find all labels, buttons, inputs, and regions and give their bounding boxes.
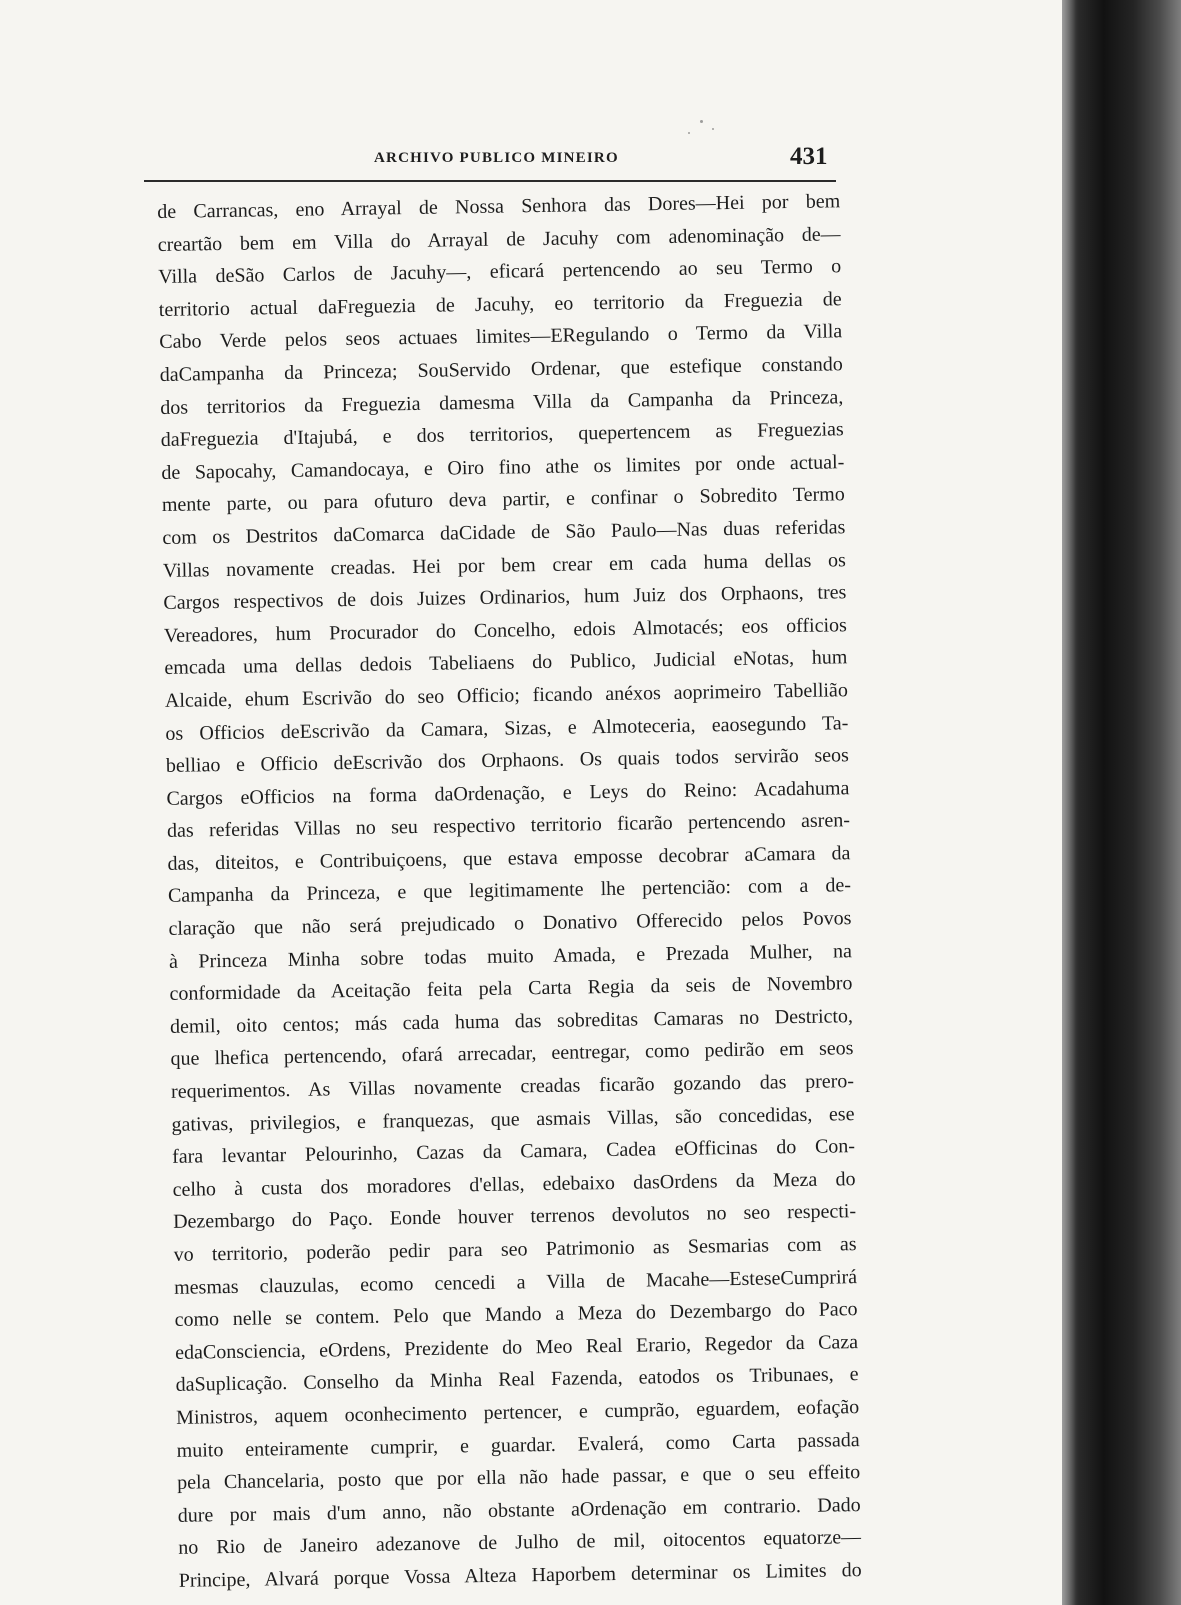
running-header — [144, 142, 836, 186]
running-title: ARCHIVO PUBLICO MINEIRO — [374, 150, 619, 166]
header-rule — [144, 180, 836, 182]
text-line: daSuplicação. Conselho da Minha Real Fazenda, eatodos os Tribunaes, e — [175, 1363, 859, 1397]
text-line: belliao e Officio deEscrivão dos Orphaons. Os quais todos servirão seos — [165, 744, 850, 778]
text-line: das, diteitos, e Contribuiçoens, que estava emposse decobrar aCamara da — [167, 842, 851, 875]
text-line: creartão bem em Villa do Arrayal de Jacuhy com adenominação de— — [157, 222, 841, 256]
text-line: que lhefica pertencendo, ofará arrecadar, eentregar, como pedirão em seos — [170, 1037, 854, 1071]
text-line: dure por mais d'um anno, não obstante aOrdenação em contrario. Dado — [177, 1493, 861, 1527]
scan-speck — [700, 120, 703, 123]
text-line: daFreguezia d'Itajubá, e dos territorios, quepertencem as Freguezias — [160, 418, 844, 452]
text-line: Villas novamente creadas. Hei por bem crear em cada huma dellas os — [162, 548, 846, 582]
text-line: Villa deSão Carlos de Jacuhy—, eficará pertencendo ao seu Termo o — [158, 255, 842, 289]
text-line: fara levantar Pelourinho, Cazas da Camara, Cadea eOfficinas do Con- — [171, 1135, 856, 1169]
text-line: das referidas Villas no seu respectivo territorio ficarão pertencendo asren- — [166, 809, 851, 843]
text-line: os Officios deEscrivão da Camara, Sizas, e Almoteceria, eaosegundo Ta- — [165, 711, 849, 745]
text-line: territorio actual daFreguezia de Jacuhy, eo territorio da Freguezia de — [158, 288, 842, 321]
text-line: de Carrancas, eno Arrayal de Nossa Senhora das Dores—Hei por bem — [157, 190, 841, 223]
text-line: Principe, Alvará porque Vossa Alteza Haporbem determinar os Limites do — [178, 1559, 862, 1592]
text-line: requerimentos. As Villas novamente creadas ficarão gozando das prero- — [170, 1070, 855, 1103]
text-line: mente parte, ou para ofuturo deva partir, e confinar o Sobredito Termo — [161, 483, 845, 517]
text-line: dos territorios da Freguezia damesma Villa da Campanha da Princeza, — [160, 385, 844, 419]
text-line: emcada uma dellas dedois Tabeliaens do Publico, Judicial eNotas, hum — [164, 646, 848, 680]
text-line: mesmas clauzulas, ecomo cencedi a Villa de Macahe—EsteseCumprirá — [173, 1265, 858, 1299]
text-line: edaConsciencia, eOrdens, Prezidente do Meo Real Erario, Regedor da Caza — [174, 1330, 859, 1364]
text-line: celho à custa dos moradores d'ellas, edebaixo dasOrdens da Meza do — [172, 1167, 856, 1201]
text-line: pela Chancelaria, posto que por ella não hade passar, e que o seu effeito — [177, 1461, 861, 1494]
text-line: à Princeza Minha sobre todas muito Amada, e Prezada Mulher, na — [168, 939, 853, 973]
page-number: 431 — [790, 143, 828, 170]
text-line: Ministros, aquem oconhecimento pertencer, e cumprão, eguardem, eofação — [176, 1396, 860, 1429]
scan-speck — [712, 128, 714, 130]
text-line: no Rio de Janeiro adezanove de Julho de mil, oitocentos equatorze— — [178, 1526, 862, 1560]
text-line: muito enteiramente cumprir, e guardar. Evalerá, como Carta passada — [176, 1428, 860, 1462]
text-line: Alcaide, ehum Escrivão do seo Officio; ficando anéxos aoprimeiro Tabellião — [164, 679, 849, 712]
text-line: Campanha da Princeza, e que legitimamente lhe pertencião: com a de- — [167, 874, 852, 908]
text-line: vo territorio, poderão pedir para seo Patrimonio as Sesmarias com as — [173, 1233, 857, 1266]
text-line: Cargos respectivos de dois Juizes Ordinarios, hum Juiz dos Orphaons, tres — [163, 581, 847, 615]
text-line: daCampanha da Princeza; SouServido Ordenar, que estefique constando — [159, 353, 843, 386]
scan-speck — [688, 132, 690, 134]
body-text — [157, 185, 862, 1597]
text-line: Cargos eOfficios na forma daOrdenação, e Leys do Reino: Acadahuma — [166, 776, 850, 810]
text-line: de Sapocahy, Camandocaya, e Oiro fino athe os limites por onde actual- — [161, 450, 845, 484]
text-line: Vereadores, hum Procurador do Concelho, edois Almotacés; eos officios — [163, 613, 847, 647]
text-line: Cabo Verde pelos seos actuaes limites—ERegulando o Termo da Villa — [159, 320, 843, 354]
text-line: com os Destritos daComarca daCidade de São Paulo—Nas duas referidas — [162, 516, 846, 549]
text-line: claração que não será prejudicado o Donativo Offerecido pelos Povos — [168, 907, 852, 940]
text-line: Dezembargo do Paço. Eonde houver terrenos devolutos no seo respecti- — [172, 1200, 857, 1234]
text-line: demil, oito centos; más cada huma das sobreditas Camaras no Destricto, — [169, 1005, 854, 1038]
text-line: conformidade da Aceitação feita pela Carta Regia da seis de Novembro — [169, 972, 853, 1006]
text-line: como nelle se contem. Pelo que Mando a Meza do Dezembargo do Paco — [174, 1298, 858, 1332]
text-line: gativas, privilegios, e franquezas, que asmais Villas, são concedidas, ese — [171, 1102, 855, 1136]
book-binding-edge — [1062, 0, 1181, 1605]
